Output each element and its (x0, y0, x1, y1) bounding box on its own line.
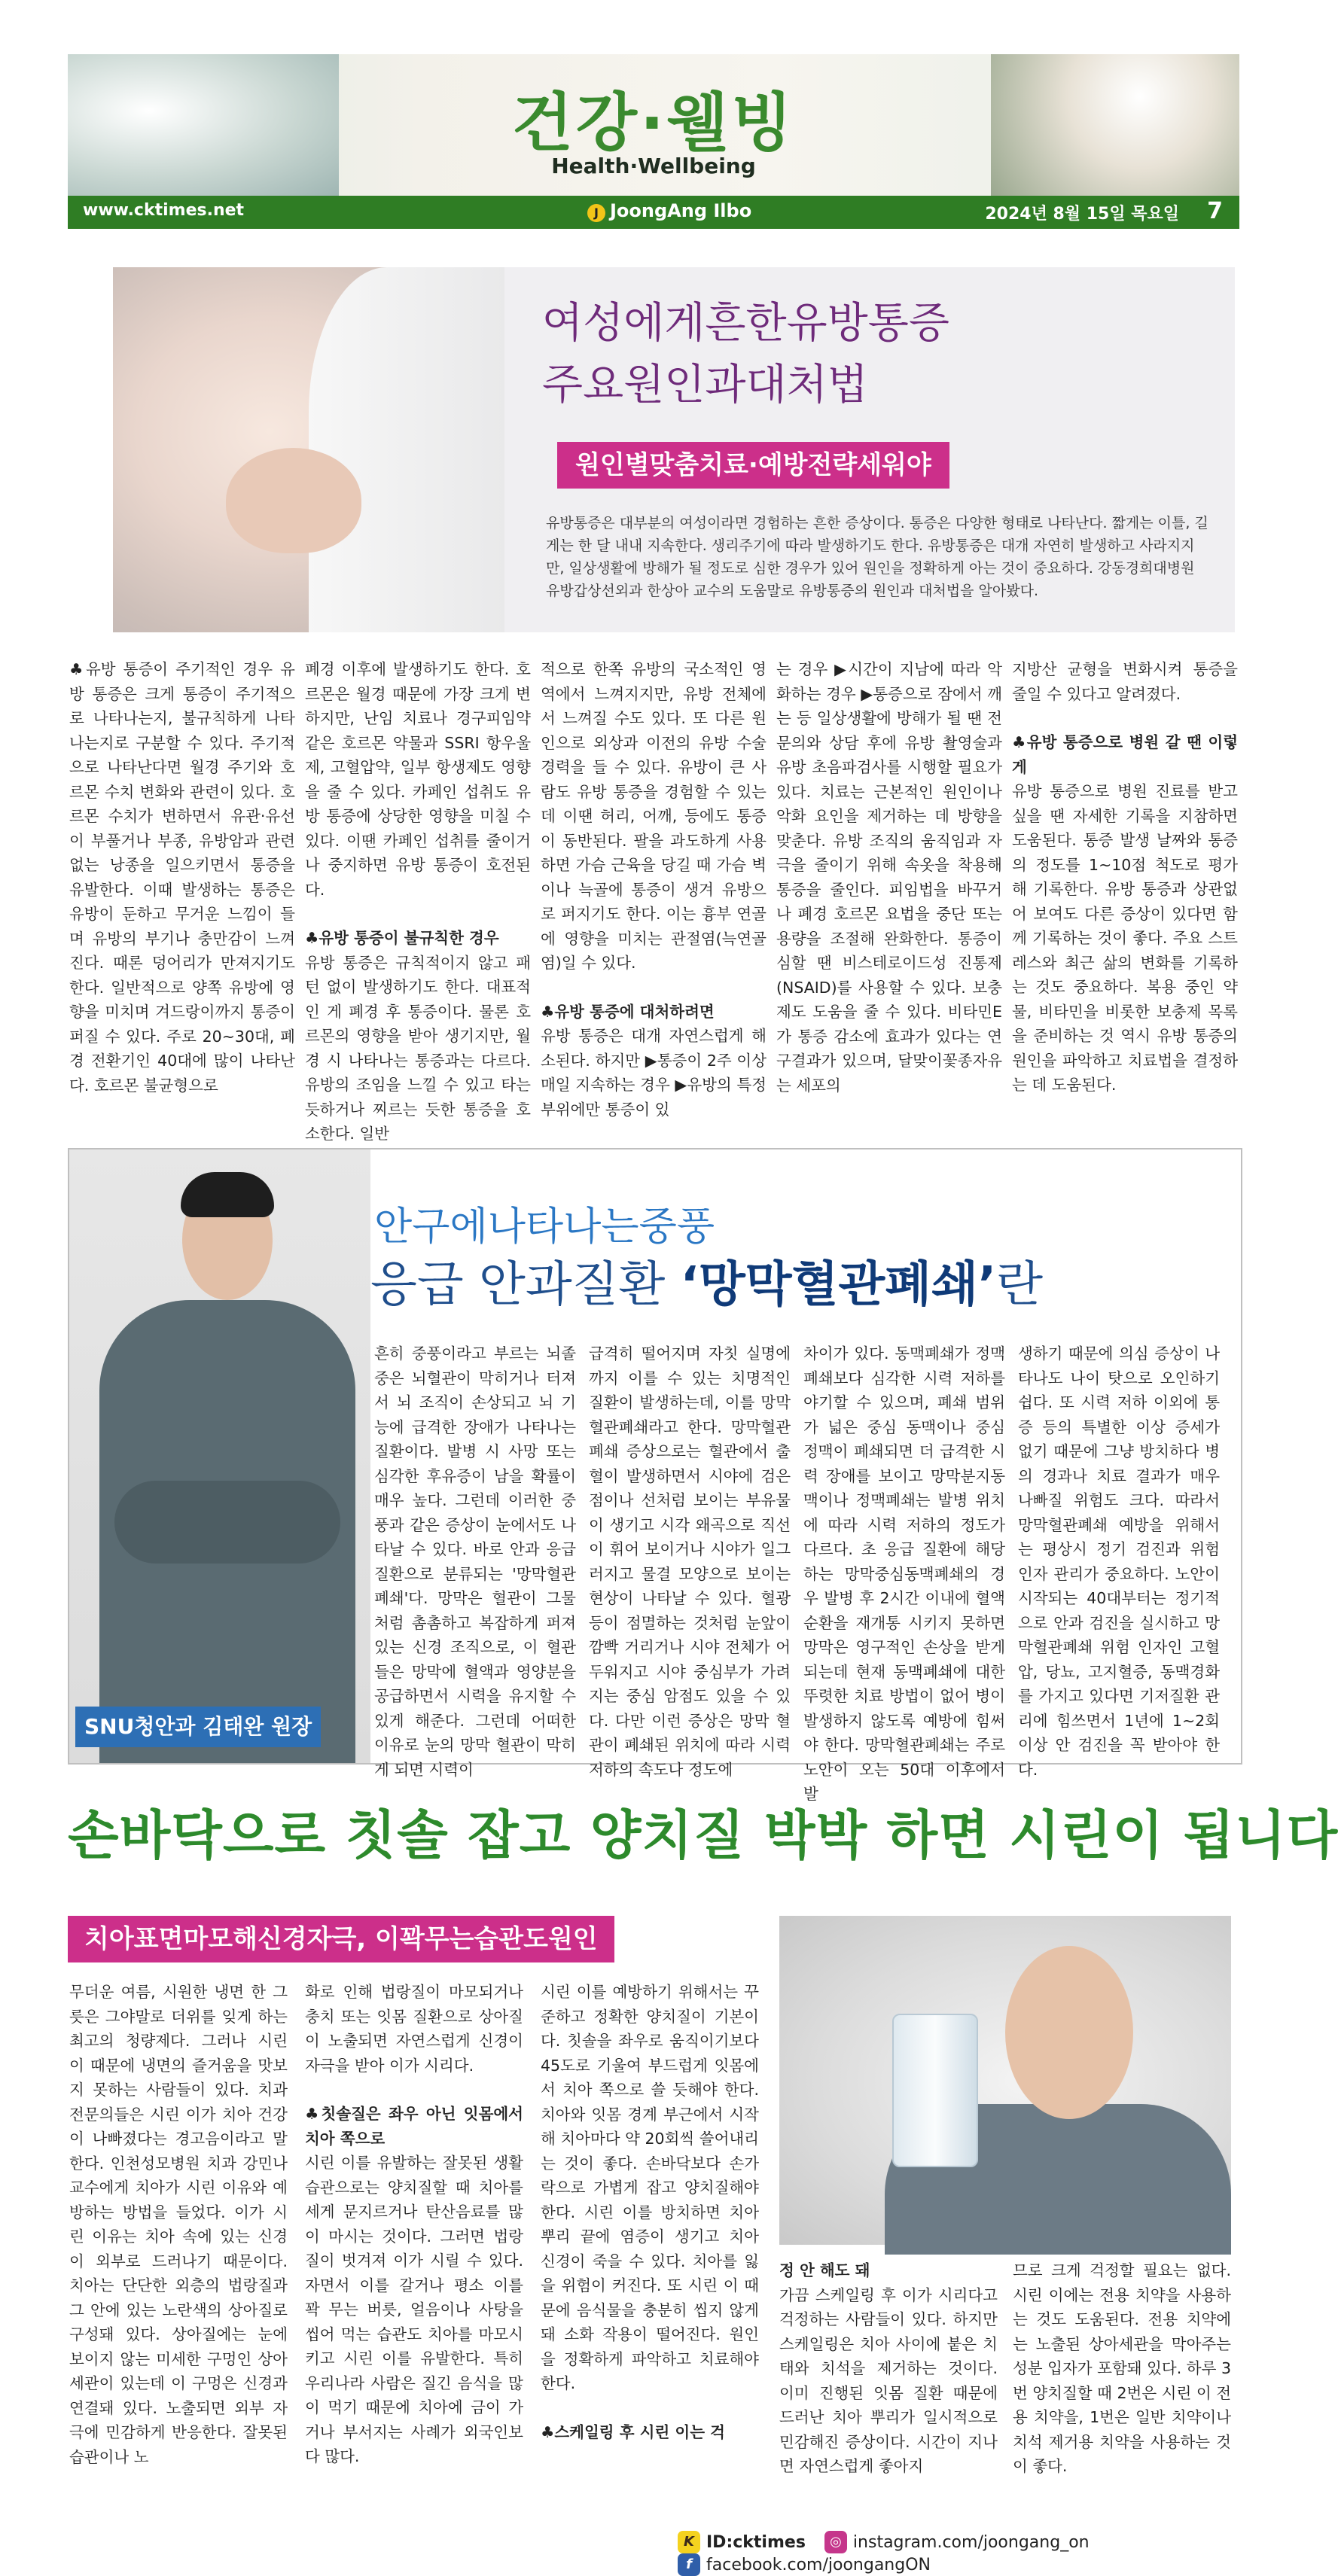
kakao-icon: K (678, 2531, 700, 2553)
social-footer (678, 2531, 1239, 2574)
photo-arms-shape (114, 1481, 340, 1564)
article3-photo (779, 1916, 1231, 2245)
article1-subhead-irregular: ♣유방 통증이 불규칙한 경우 (305, 929, 499, 947)
header-banner (68, 54, 1239, 196)
page-number: 7 (1207, 198, 1223, 224)
article3-column-2: 화로 인해 법랑질이 마모되거나 충치 또는 잇몸 질환으로 상아질이 노출되면 자연스럽게 신경이 자극을 받아 이가 시리다. ♣칫솔질은 좌우 아닌 잇몸에서 치아 쪽으로 시린 이를 유발하는 잘못된 생활습관으로는 양치질할 때 치아를 세게 문지르거나 탄산음료를 많이 마시는 것이다. 그러면 법랑질이 벗겨져 이가 시릴 수 있다. 자면서 이를 갈거나 평소 이를 꽉 무는 버릇, 얼음이나 사탕을 씹어 먹는 습관도 치아를 마모시키고 시린 이를 유발한다. 특히 우리나라 사람은 질긴 음식을 많이 먹기 때문에 치아에 금이 가거나 부서지는 사례가 외국인보다 많다. (305, 1983, 523, 2465)
article1-column-4: 는 경우 ▶시간이 지남에 따라 악화하는 경우 ▶통증으로 잠에서 깨는 등 일상생활에 방해가 될 땐 전문의와 상담 후에 유방 촬영술과 유방 초음파검사를 시행할 필요가 있다. 치료는 근본적인 원인이나 악화 요인을 제거하는 데 방향을 맞춘다. 유방 조직의 움직임과 자극을 줄이기 위해 속옷을 착용해 통증을 줄인다. 피임법을 바꾸거나 폐경 호르몬 요법을 중단 또는 용량을 조절해 완화한다. 통증이 심할 땐 비스테로이드성 진통제(NSAID)를 사용할 수 있다. 보충제도 도움을 줄 수 있다. 비타민E가 통증 감소에 효과가 있다는 연구결과가 있으며, 달맞이꽃종자유는 세포의 (776, 660, 1002, 1095)
kakao-link[interactable]: K ID:cktimes (678, 2531, 806, 2553)
article3-subhead-brushing: ♣칫솔질은 좌우 아닌 잇몸에서 치아 쪽으로 (305, 2105, 523, 2148)
section-title: 건강·웰빙 (511, 86, 796, 160)
article1-column-2: 폐경 이후에 발생하기도 한다. 호르몬은 월경 때문에 가장 크게 변하지만, 난임 치료나 경구피임약 같은 호르몬 약물과 SSRI 항우울제, 고혈압약, 일부 항생제도 영향을 줄 수 있다. 카페인 섭취도 유방 통증에 상당한 영향을 미칠 수 있다. 이땐 카페인 섭취를 줄이거나 중지하면 유방 통증이 호전된다. ♣유방 통증이 불규칙한 경우 유방 통증은 규칙적이지 않고 패턴 없이 발생하기도 한다. 대표적인 게 폐경 후 통증이다. 물론 호르몬의 영향을 받아 생기지만, 월경 시 나타나는 통증과는 다르다. 유방의 조임을 느낄 수 있고 타는 듯하거나 찌르는 듯한 통증을 호소한다. 일반 (305, 660, 531, 1143)
article1-subtitle-tag: 원인별맞춤치료·예방전략세워야 (557, 442, 949, 489)
instagram-link[interactable]: ◎ instagram.com/joongang_on (824, 2531, 1103, 2553)
article3-column-1: 무더운 여름, 시원한 냉면 한 그릇은 그야말로 더위를 잊게 하는 최고의 청량제다. 그러나 시린 이 때문에 냉면의 즐거움을 맛보지 못하는 사람들이 있다. 치과 전문의들은 시린 이가 치아 건강이 나빠졌다는 경고음이라고 말한다. 인천성모병원 치과 강민나 교수에게 치아가 시린 이유와 예방하는 방법을 들었다. 이가 시린 이유는 치아 속에 있는 신경이 외부로 드러나기 때문이다. 치아는 단단한 외층의 법랑질과 그 안에 있는 노란색의 상아질로 구성돼 있다. 상아질에는 눈에 보이지 않는 미세한 구멍인 상아세관이 있는데 이 구멍은 신경과 연결돼 있다. 노출되면 외부 자극에 민감하게 반응한다. 잘못된 습관이나 노 (69, 1983, 288, 2466)
site-url[interactable]: www.cktimes.net (83, 201, 245, 220)
section-subtitle: Health·Wellbeing (551, 154, 756, 178)
publisher-logo (587, 200, 751, 222)
article2-column-2: 급격히 떨어지며 자칫 실명에까지 이를 수 있는 치명적인 질환이 발생하는데, 이를 망막혈관폐쇄라고 한다. 망막혈관폐쇄 증상으로는 혈관에서 출혈이 발생하면서 시야에 검은 점이나 선처럼 보이는 부유물이 생기고 시각 왜곡으로 직선이 휘어 보이거나 시야가 일그러지고 물결 모양으로 보이는 현상이 나타날 수 있다. 혈광등이 점멸하는 것처럼 눈앞이 깜빡 거리거나 시야 전체가 어두워지고 시야 중심부가 가려지는 중심 암점도 있을 수 있다. 다만 이런 증상은 망막 혈관이 폐쇄된 위치에 따라 시력 저하의 속도나 정도에 (589, 1344, 791, 1779)
article2-column-3: 차이가 있다. 동맥폐쇄가 정맥폐쇄보다 심각한 시력 저하를 야기할 수 있으며, 폐쇄 범위가 넓은 중심 동맥이나 중심 정맥이 폐쇄되면 더 급격한 시력 장애를 보이고 망막분지동맥이나 정맥폐쇄는 발병 위치에 따라 시력 저하의 정도가 다르다. 초 응급 질환에 해당하는 망막중심동맥폐쇄의 경우 발병 후 2시간 이내에 혈액 순환을 재개통 시키지 못하면 망막은 영구적인 손상을 받게 되는데 현재 동맥폐쇄에 대한 뚜렷한 치료 방법이 없어 병이 발생하지 않도록 예방에 힘써야 한다. 망막혈관폐쇄는 주로 노안이 오는 50대 이후에서 발 (803, 1344, 1005, 1803)
article3-column-3: 시린 이를 예방하기 위해서는 꾸준하고 정확한 양치질이 기본이다. 칫솔을 좌우로 움직이기보다 45도로 기울여 부드럽게 잇몸에서 치아 쪽으로 쓸 듯해야 한다. 치아와 잇몸 경계 부근에서 시작해 치아마다 약 20회씩 쓸어내리는 것이 좋다. 손바닥보다 손가락으로 가볍게 잡고 양치질해야 한다. 시린 이를 방치하면 치아 뿌리 끝에 염증이 생기고 치아 신경이 죽을 수 있다. 치아를 잃을 위험이 커진다. 또 시린 이 때문에 음식물을 충분히 씹지 않게 돼 소화 작용이 떨어진다. 원인을 정확하게 파악하고 치료해야 한다. ♣스케일링 후 시린 이는 걱 (541, 1980, 759, 2444)
article1-header-box (113, 267, 1235, 632)
article1-subhead-coping: ♣유방 통증에 대처하려면 (541, 1002, 715, 1021)
article1-title-line1: 여성에게흔한유방통증 (542, 299, 949, 348)
article1-column-1: ♣유방 통증이 주기적인 경우 유방 통증은 크게 통증이 주기적으로 나타나는지, 불규칙하게 나타나는지로 구분할 수 있다. 주기적으로 나타난다면 월경 주기와 호르몬 수치 변화와 관련이 있다. 호르몬 수치가 변하면서 유관·유선이 부풀거나 부종, 유방암과 관련 없는 낭종을 일으키면서 통증을 유발한다. 이때 발생하는 통증은 유방이 둔하고 무거운 느낌이 들며 유방의 부기나 충만감이 느껴진다. 때론 덩어리가 만져지기도 한다. 일반적으로 양쪽 유방에 영향을 미치며 겨드랑이까지 통증이 퍼질 수 있다. 주로 20~30대, 폐경 전환기인 40대에 많이 나타난다. 호르몬 불균형으로 (69, 660, 295, 1095)
header-info-bar (68, 196, 1239, 229)
article2-column-4: 생하기 때문에 의심 증상이 나타나도 나이 탓으로 오인하기 쉽다. 또 시력 저하 이외에 통증 등의 특별한 이상 증세가 없기 때문에 그냥 방치하다 병의 경과나 치료 결과가 매우 나빠질 위험도 크다. 따라서 망막혈관폐쇄 예방을 위해서는 평상시 정기 검진과 위험 인자 관리가 중요하다. 노안이 시작되는 40대부터는 정기적으로 안과 검진을 실시하고 망막혈관폐쇄 위험 인자인 고혈압, 당뇨, 고지혈증, 동맥경화를 가지고 있다면 기저질환 관리에 힘쓰면서 1년에 1~2회 이상 안 검진을 꼭 받아야 한다. (1018, 1344, 1220, 1779)
article1-column-3: 적으로 한쪽 유방의 국소적인 영역에서 느껴지지만, 유방 전체에서 느껴질 수도 있다. 또 다른 원인으로 외상과 이전의 유방 수술 경력을 들 수 있다. 유방이 큰 사람도 유방 통증을 경험할 수 있는데 이땐 허리, 어깨, 등에도 통증이 동반된다. 팔을 과도하게 사용하면 가슴 근육을 당길 때 가슴 벽이나 늑골에 통증이 생겨 유방으로 퍼지기도 한다. 이는 흉부 연골에 영향을 미치는 관절염(늑연골염)일 수 있다. ♣유방 통증에 대처하려면 유방 통증은 대개 자연스럽게 해소된다. 하지만 ▶통증이 2주 이상 매일 지속하는 경우 ▶유방의 특정 부위에만 통증이 있 (541, 660, 767, 1119)
article1-title-line2: 주요원인과대처법 (542, 361, 868, 410)
article1-photo (113, 267, 504, 632)
photo-glass-shape (892, 2014, 978, 2167)
publisher-name: JoongAng Ilbo (610, 200, 752, 221)
article2-box (68, 1148, 1242, 1803)
article2-kicker: 안구에나타나는중풍 (374, 1204, 715, 1250)
photo-face-shape (1005, 1946, 1133, 2119)
article3-column-5: 므로 크게 걱정할 필요는 없다. 시린 이에는 전용 치약을 사용하는 것도 도움된다. 전용 치약에는 노출된 상아세관을 막아주는 성분 입자가 포함돼 있다. 하루 3번 양치질할 때 2번은 시린 이 전용 치약을, 1번은 일반 치약이나 치석 제거용 치약을 사용하는 것이 좋다. (1013, 2261, 1231, 2475)
article2-title: 응급 안과질환 ‘망막혈관폐쇄’란 (370, 1257, 1044, 1313)
article1-lead: 유방통증은 대부분의 여성이라면 경험하는 흔한 증상이다. 통증은 다양한 형태로 나타난다. 짧게는 이틀, 길게는 한 달 내내 지속한다. 생리주기에 따라 발생하기도 한다. 유방통증은 대개 자연히 발생하고 사라지지만, 일상생활에 방해가 될 정도로 심한 경우가 있어 원인을 정확하게 아는 것이 중요하다. 강동경희대병원 유방갑상선외과 한상아 교수의 도움말로 유방통증의 원인과 대처법을 알아봤다. (546, 515, 1208, 599)
article1-column-5: 지방산 균형을 변화시켜 통증을 줄일 수 있다고 알려졌다. ♣유방 통증으로 병원 갈 땐 이렇게 유방 통증으로 병원 진료를 받고 싶을 땐 자세한 기록을 지참하면 도움된다. 통증 발생 날짜와 통증의 정도를 1~10점 척도로 평가해 기록한다. 유방 통증과 상관없어 보여도 다른 증상이 있다면 함께 기록하는 것이 좋다. 주요 스트레스와 최근 삶의 변화를 기록하는 것도 중요하다. 복용 중인 약물, 비타민을 비롯한 보충제 목록을 준비하는 것 역시 유방 통증의 원인을 파악하고 치료법을 결정하는 데 도움된다. (1012, 660, 1238, 1094)
article2-column-1: 흔히 중풍이라고 부르는 뇌졸중은 뇌혈관이 막히거나 터져서 뇌 조직이 손상되고 뇌 기능에 급격한 장애가 나타나는 질환이다. 발병 시 사망 또는 심각한 후유증이 남을 확률이 매우 높다. 그런데 이러한 중풍과 같은 증상이 눈에서도 나타날 수 있다. 바로 안과 응급 질환으로 분류되는 '망막혈관폐쇄'다. 망막은 혈관이 그물처럼 촘촘하고 복잡하게 퍼져있는 신경 조직으로, 이 혈관들은 망막에 혈액과 영양분을 공급하면서 시력을 유지할 수 있게 해준다. 그런데 어떠한 이유로 눈의 망막 혈관이 막히게 되면 시력이 (374, 1344, 576, 1779)
article3-subhead-scaling: ♣스케일링 후 시린 이는 걱 (541, 2422, 725, 2441)
instagram-icon: ◎ (824, 2531, 847, 2553)
doctor-photo (69, 1149, 370, 1763)
article3-column-4: 정 안 해도 돼 가끔 스케일링 후 이가 시리다고 걱정하는 사람들이 있다. 하지만 스케일링은 치아 사이에 붙은 치태와 치석을 제거하는 것이다. 이미 진행된 잇몸 질환 때문에 드러난 치아 뿌리가 일시적으로 민감해진 증상이다. 시간이 지나면 자연스럽게 좋아지 (779, 2261, 998, 2475)
logo-mark-icon: J (587, 204, 605, 222)
issue-date: 2024년 8월 15일 목요일 (985, 205, 1179, 224)
article3-subtitle-tag: 치아표면마모해신경자극, 이꽉무는습관도원인 (68, 1916, 614, 1962)
facebook-link[interactable]: f facebook.com/joongangON (678, 2553, 944, 2576)
facebook-icon: f (678, 2553, 700, 2576)
article3-title: 손바닥으로 칫솔 잡고 양치질 박박 하면 시린이 됩니다 (68, 1804, 1338, 1866)
photo-hair-shape (181, 1172, 274, 1217)
article1-subhead-hospital: ♣유방 통증으로 병원 갈 땐 이렇게 (1012, 733, 1238, 776)
doctor-name-tag: SNU청안과 김태완 원장 (75, 1707, 321, 1747)
photo-shirt-shape (309, 267, 504, 632)
photo-hand-shape (226, 448, 361, 553)
